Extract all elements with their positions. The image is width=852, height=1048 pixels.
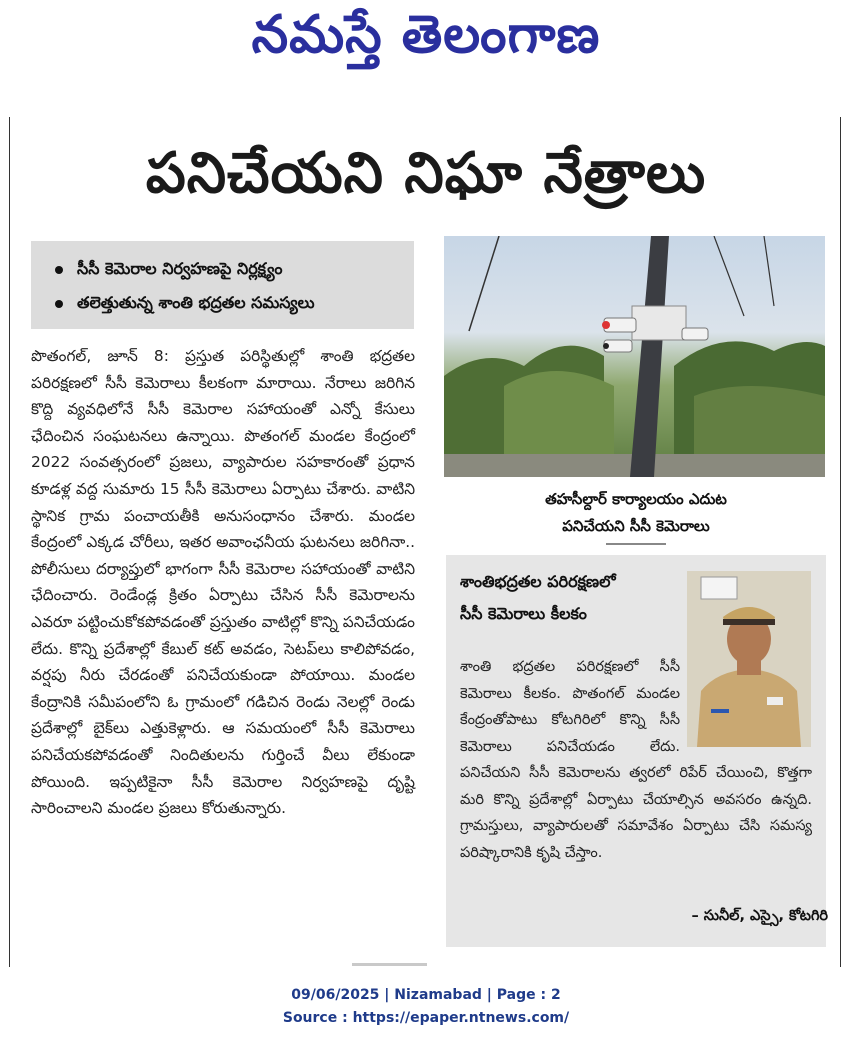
highlight-item [55,253,414,287]
photo-caption [446,486,826,540]
portrait-wrap [680,654,812,746]
newspaper-masthead [0,0,852,82]
sidebar-title-line: సీసీ కెమెరాలు కీలకం [460,604,587,623]
sidebar-title-line: శాంతిభద్రతల పరిరక్షణలో [460,572,616,591]
caption-divider [606,543,666,545]
masthead-title: నమస్తే తెలంగాణ [251,4,601,65]
highlight-text: సీసీ కెమెరాల నిర్వహణపై నిర్లక్ష్యం [77,258,283,278]
page-end-mark [352,963,427,966]
column-rule-left [9,117,10,967]
article-body: పొతంగల్, జూన్ 8: ప్రస్తుత పరిస్థితుల్లో శాంతి భద్రతల పరిరక్షణలో సీసీ కెమెరాలు కీలకంగా మారాయి. నేరాలు జరిగిన కొద్ది వ్యవధిలోనే సీసీ కెమెరాల సహాయంతో ఎన్నో కేసులు ఛేదించిన సంఘటనలు ఉన్నాయి. పొతంగల్ మండల కేంద్రంలో 2022 సంవత్సరంలో ప్రజలు, వ్యాపారుల సహకారంతో ప్రధాన కూడళ్ల వద్ద సుమారు 15 సీసీ కెమెరాలు ఏర్పాటు చేశారు. వాటిని స్థానిక గ్రామ పంచాయతీకి అనుసంధానం చేశారు. మండల కేంద్రంలో ఎక్కడ చోరీలు, ఇతర అవాంఛనీయ ఘటనలు జరిగినా.. పోలీసులు దర్యాప్తులో భాగంగా సీసీ కెమెరాల సహాయంతో వాటిని ఛేదించారు. రెండేండ్ల క్రితం ఏర్పాటు చేసిన సీసీ కెమెరాలను ఎవరూ పట్టించుకోకపోవడంతో ప్రస్తుతం వాటిల్లో కొన్ని పనిచేయడం లేదు. కొన్ని ప్రదేశాల్లో కేబుల్ కట్ అవడం, సెటప్‌లు కాలిపోవడం, వర్షపు నీరు చేరడంతో పనిచేయకుండా పోయాయి. మండల కేంద్రానికి సమీపంలోని ఓ గ్రామంలో గడిచిన రెండు నెలల్లో రెండు ప్రదేశాల్లో బైక్‌లు ఎత్తుకెళ్లారు. ఆ సమయంలో సీసీ కెమెరాలు పనిచేయకపోవడంతో నిందితులను గుర్తించే వీలు లేకుండా పోయింది. ఇప్పటికైనా సీసీ కెమెరాల నిర్వహణపై దృష్టి సారించాలని మండల ప్రజలు కోరుతున్నారు. [31,347,415,818]
cctv-camera-icon [444,236,825,477]
column-rule-right [840,117,841,967]
cctv-pole-photo [444,236,825,477]
sidebar-title [460,566,680,630]
edition-info: 09/06/2025 | Nizamabad | Page : 2 [291,987,561,1003]
bullet-icon [55,300,63,308]
headline-text: పనిచేయని నిఘా నేత్రాలు [145,140,707,206]
source-link[interactable]: Source : https://epaper.ntnews.com/ [282,1010,570,1026]
quote-text: శాంతి భద్రతల పరిరక్షణలో సీసీ కెమెరాలు కీలకం. పొతంగల్ మండల కేంద్రంతోపాటు కోటగిరిలో కొన్ని సీసీ కెమెరాలు పనిచేయడం లేదు. పనిచేయని సీసీ కెమెరాలను త్వరలో రిపేర్ చేయించి, కొత్తగా మరి కొన్ని ప్రదేశాల్లో ఏర్పాటు చేయాల్సిన అవసరం ఉన్నది. గ్రామస్తులు, వ్యాపారులతో సమావేశం ఏర్పాటు చేసి సమస్య పరిష్కారానికి కృషి చేస్తాం. [460,659,812,861]
highlight-item [55,287,414,321]
highlights-box [31,241,414,329]
caption-line: పనిచేయని సీసీ కెమెరాలు [562,517,710,535]
article-headline [20,135,832,225]
highlight-text: తలెత్తుతున్న శాంతి భద్రతల సమస్యలు [77,292,315,312]
quote-attribution: – సునీల్, ఎస్సై, కోటగిరి [691,908,828,924]
caption-line: తహసీల్దార్ కార్యాలయం ఎదుట [545,490,727,508]
bullet-icon [55,266,63,274]
officer-quote [460,654,812,904]
